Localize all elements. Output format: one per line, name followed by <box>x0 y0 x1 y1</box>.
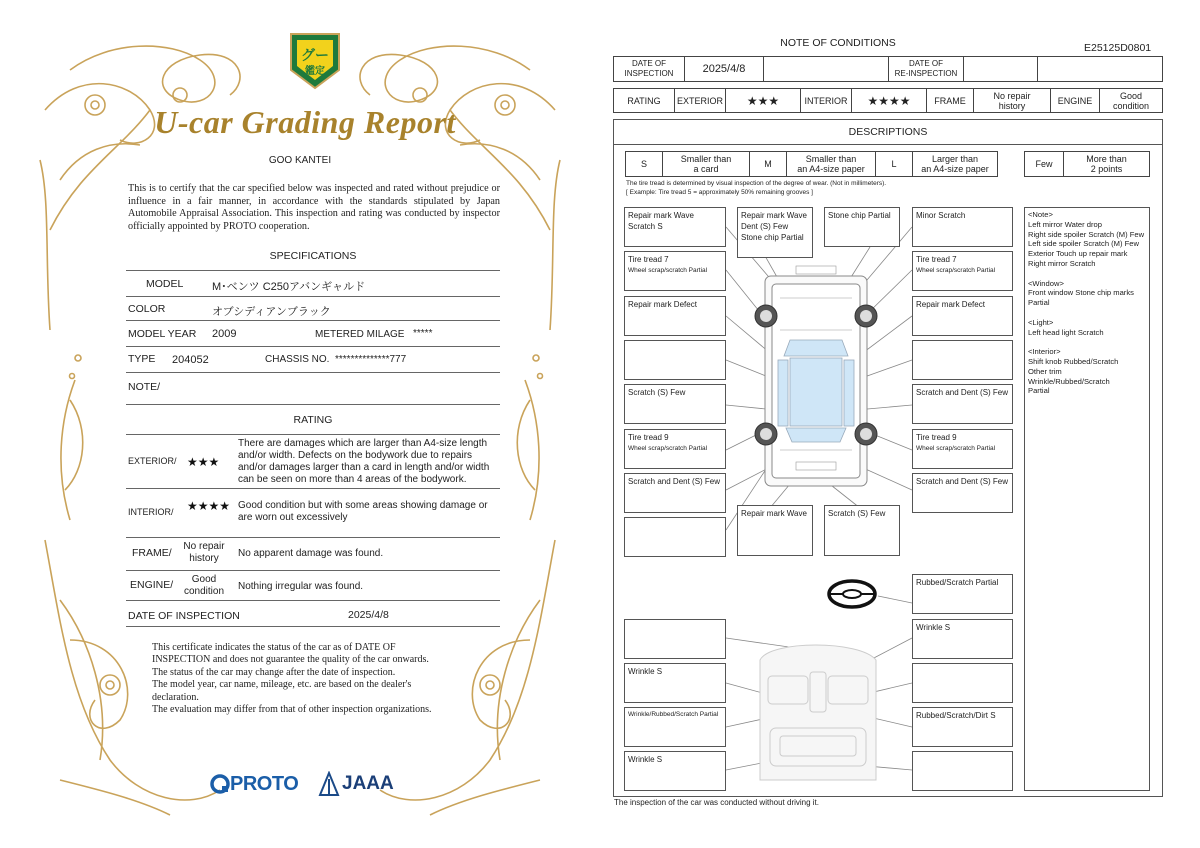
frame-value: No repair history <box>183 541 225 564</box>
engine-label: ENGINE <box>1050 88 1100 113</box>
divider <box>126 488 500 489</box>
condition-box: Rubbed/Scratch/Dirt S <box>912 707 1013 747</box>
condition-box <box>624 517 726 557</box>
condition-box <box>624 619 726 659</box>
condition-box: Scratch and Dent (S) Few <box>912 384 1013 424</box>
svg-text:鑑定: 鑑定 <box>305 66 325 77</box>
divider <box>126 434 500 435</box>
frame-description: No apparent damage was found. <box>238 548 384 559</box>
condition-box: Scratch and Dent (S) Few <box>624 473 726 513</box>
condition-box: Wrinkle/Rubbed/Scratch Partial <box>624 707 726 747</box>
condition-box <box>624 429 726 469</box>
engine-label: ENGINE/ <box>130 579 174 591</box>
proto-mark-icon <box>210 774 230 794</box>
tire-example: [ Example: Tire tread 5 = approximately 50% remaining grooves ] <box>626 189 813 196</box>
tire-tread: Tire tread 9 <box>628 433 669 442</box>
disclaimer-line: The model year, car name, mileage, etc. are based on the dealer's <box>152 679 412 691</box>
rating-label: RATING <box>613 88 675 113</box>
note-of-conditions <box>600 0 1200 848</box>
note-title: NOTE OF CONDITIONS <box>780 37 896 49</box>
condition-box <box>624 340 726 380</box>
engine-value: Good condition <box>183 574 225 597</box>
interior-label: INTERIOR/ <box>128 507 174 517</box>
frame-label: FRAME/ <box>132 547 172 559</box>
rating-heading: RATING <box>293 414 333 426</box>
exterior-label: EXTERIOR/ <box>128 456 177 466</box>
wheel-note: Wheel scrap/scratch Partial <box>628 267 708 274</box>
condition-box: Minor Scratch <box>912 207 1013 247</box>
disclaimer <box>152 642 482 716</box>
divider <box>126 296 500 297</box>
certificate-intro: This is to certify that the car specified below was inspected and rated without prejudice or influence in a fair manner, in accordance with the standards stipulated by Japan Automobile Appraisal Association. This inspection and rating was conducted by inspector officially appointed by PROTO cooperation. <box>128 183 500 232</box>
date-of-inspection-label: DATE OF INSPECTION <box>613 56 685 82</box>
interior-stars: ★★★★ <box>851 88 927 113</box>
legend-l-text: Larger than an A4-size paper <box>912 151 998 177</box>
type-value: 204052 <box>172 354 209 366</box>
condition-box <box>912 663 1013 703</box>
condition-box: Rubbed/Scratch Partial <box>912 574 1013 614</box>
goo-kantei-badge <box>287 30 343 92</box>
interior-description: Good condition but with some areas showing damage or are worn out excessively <box>238 500 488 523</box>
side-notes: <Note> Left mirror Water drop Right side spoiler Scratch (M) Few Left side spoiler Scratch (M) Few Exterior Touch up repair mark Right mirror Scratch <Window> Front window Stone chip marks Partial <Light> Left head light Scratch <Interior> Shift knob Rubbed/Scratch Other trim Wrinkle/Rubbed/Scratch Partial <box>1024 207 1150 791</box>
condition-box <box>912 429 1013 469</box>
condition-box <box>912 251 1013 291</box>
wheel-note: Wheel scrap/scratch Partial <box>916 267 996 274</box>
exterior-description: There are damages which are larger than A4-size length and/or width. Defects on the bodywork due to repairs and/or damages larger than a card in length and/or width can be seen on more than 4 areas of the bodywork. <box>238 438 490 485</box>
frame-value: No repair history <box>973 88 1051 113</box>
date-of-inspection-value: 2025/4/8 <box>684 56 764 82</box>
divider <box>126 404 500 405</box>
model-year-value: 2009 <box>212 328 237 340</box>
divider <box>126 600 500 601</box>
legend-s: S <box>625 151 663 177</box>
reference-number: E25125D0801 <box>1084 42 1152 54</box>
condition-box: Wrinkle S <box>624 751 726 791</box>
interior-stars: ★★★★ <box>187 499 231 513</box>
legend-few: Few <box>1024 151 1064 177</box>
wheel-note: Wheel scrap/scratch Partial <box>916 445 996 452</box>
divider <box>126 626 500 627</box>
legend-m-text: Smaller than an A4-size paper <box>786 151 876 177</box>
legend-s-text: Smaller than a card <box>662 151 750 177</box>
condition-box <box>912 340 1013 380</box>
divider <box>126 537 500 538</box>
chassis-value: **************777 <box>335 354 407 365</box>
jaaa-mark-icon <box>318 771 340 797</box>
certificate-title: U-car Grading Report <box>154 104 456 140</box>
date-of-inspection-value: 2025/4/8 <box>348 609 389 621</box>
type-label: TYPE <box>128 353 156 365</box>
legend-few-text: More than 2 points <box>1063 151 1150 177</box>
engine-description: Nothing irregular was found. <box>238 581 364 592</box>
model-year-label: MODEL YEAR <box>128 328 197 340</box>
frame-label: FRAME <box>926 88 974 113</box>
exterior-stars: ★★★ <box>725 88 801 113</box>
exterior-label: EXTERIOR <box>674 88 726 113</box>
divider <box>126 372 500 373</box>
condition-box <box>912 751 1013 791</box>
divider <box>126 270 500 271</box>
model-value: M･ベンツ C250アバンギャルド <box>212 281 366 293</box>
divider <box>126 346 500 347</box>
disclaimer-line: The evaluation may differ from that of other inspection organizations. <box>152 704 432 716</box>
divider <box>126 320 500 321</box>
legend-m: M <box>749 151 787 177</box>
condition-box: Scratch (S) Few <box>624 384 726 424</box>
proto-logo-text: PROTO <box>230 772 299 795</box>
tire-tread: Tire tread 7 <box>916 255 957 264</box>
condition-box: Stone chip Partial <box>824 207 900 247</box>
legend-l: L <box>875 151 913 177</box>
descriptions-heading: DESCRIPTIONS <box>613 119 1163 145</box>
jaaa-logo <box>318 770 394 798</box>
metered-milage-label: METERED MILAGE <box>315 329 405 340</box>
tire-tread: Tire tread 7 <box>628 255 669 264</box>
proto-logo <box>210 770 298 798</box>
condition-box: Wrinkle S <box>624 663 726 703</box>
date-of-reinspection-label: DATE OF RE-INSPECTION <box>888 56 964 82</box>
date-of-inspection-label: DATE OF INSPECTION <box>128 610 240 622</box>
svg-text:グー: グー <box>301 48 329 64</box>
divider <box>126 570 500 571</box>
specifications-heading: SPECIFICATIONS <box>269 250 357 262</box>
disclaimer-line: The status of the car may change after the date of inspection. <box>152 666 396 678</box>
disclaimer-line: This certificate indicates the status of the car as of DATE OF <box>152 642 396 653</box>
model-label: MODEL <box>146 278 184 290</box>
condition-box: Repair mark Defect <box>912 296 1013 336</box>
wheel-note: Wheel scrap/scratch Partial <box>628 445 708 452</box>
note-label: NOTE/ <box>128 381 161 393</box>
condition-box: Repair mark Defect <box>624 296 726 336</box>
disclaimer-line: declaration. <box>152 691 199 703</box>
color-value: オブシディアンブラック <box>212 306 331 318</box>
footer-note: The inspection of the car was conducted without driving it. <box>614 798 819 807</box>
condition-box: Scratch and Dent (S) Few <box>912 473 1013 513</box>
metered-milage-value: ***** <box>413 328 433 339</box>
condition-box: Wrinkle S <box>912 619 1013 659</box>
certificate-subtitle: GOO KANTEI <box>268 155 332 166</box>
condition-box: Repair mark Wave Scratch S <box>624 207 726 247</box>
steering-wheel-icon <box>829 581 875 607</box>
condition-box <box>624 251 726 291</box>
color-label: COLOR <box>128 303 166 315</box>
chassis-label: CHASSIS NO. <box>265 354 330 365</box>
tire-note: The tire tread is determined by visual inspection of the degree of wear. (Not in millimeters). <box>626 180 887 187</box>
exterior-stars: ★★★ <box>187 455 220 469</box>
condition-box: Repair mark Wave Dent (S) Few Stone chip Partial <box>737 207 813 258</box>
engine-value: Good condition <box>1099 88 1163 113</box>
condition-box: Repair mark Wave <box>737 505 813 556</box>
jaaa-logo-text: JAAA <box>342 773 394 794</box>
condition-box: Scratch (S) Few <box>824 505 900 556</box>
tire-tread: Tire tread 9 <box>916 433 957 442</box>
disclaimer-line: INSPECTION and does not guarantee the quality of the car onwards. <box>152 654 429 666</box>
interior-label: INTERIOR <box>800 88 852 113</box>
